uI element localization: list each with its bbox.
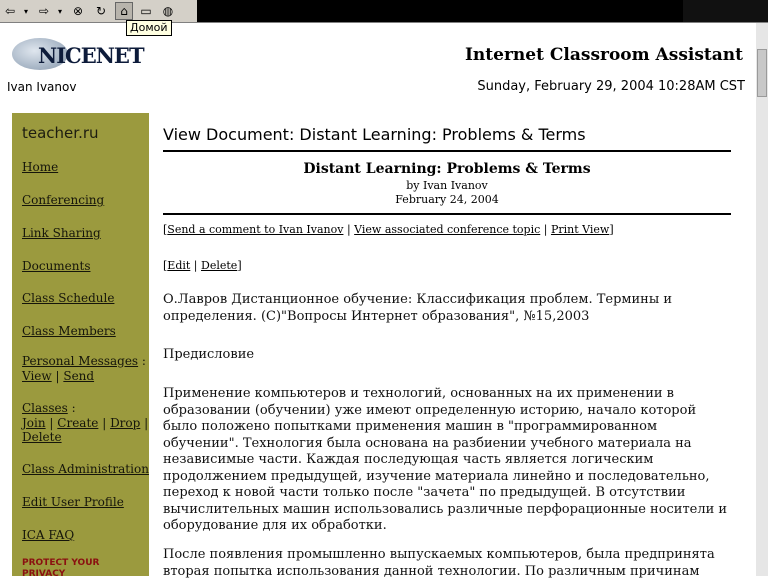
bracket: ]	[609, 223, 614, 236]
scrollbar-thumb[interactable]	[757, 49, 767, 97]
classes-actions	[22, 416, 148, 430]
bracket: ]	[237, 259, 242, 272]
document-section-heading: Предисловие	[163, 347, 255, 362]
sidebar-link-conferencing[interactable]: Conferencing	[22, 193, 105, 207]
document-actions	[163, 223, 614, 236]
document-paragraph: Применение компьютеров и технологий, основанных на их применении в образовании (обучении) уже имеют определенную историю, начало которой было положено попытками применения машин в "программированном обучении". Технология была основана на разбиении учебного материала на независимые части. Каждая последующая часть является логическим продолжением предыдущей, изучение материала линейно и последовательно, переход к новой части только после "зачета" по предыдущей. В отсутствии вычислительных машин использовались различные перфорационные носители и оборудование для их обработки.	[163, 386, 728, 533]
personal-messages-row	[22, 354, 146, 368]
divider	[163, 150, 731, 152]
document-paragraph: О.Лавров Дистанционное обучение: Классификация проблем. Термины и определения. (С)"Вопросы Интернет образования", №15,2003	[163, 292, 672, 324]
document-author: by Ivan Ivanov	[406, 179, 488, 192]
protect-privacy-link[interactable]	[22, 558, 99, 580]
refresh-icon[interactable]: ↻	[95, 4, 107, 18]
sidebar-link-delete-class[interactable]: Delete	[22, 430, 62, 444]
separator: |	[98, 416, 111, 430]
home-icon[interactable]: ⌂	[116, 3, 132, 19]
folder-icon[interactable]: ▭	[140, 4, 152, 18]
sidebar-link-documents[interactable]: Documents	[22, 259, 91, 273]
print-view-link[interactable]: Print View	[550, 223, 610, 236]
browser-toolbar	[0, 0, 768, 23]
document-date: February 24, 2004	[395, 193, 499, 206]
user-name: Ivan Ivanov	[7, 80, 77, 94]
current-datetime: Sunday, February 29, 2004 10:28AM CST	[477, 79, 745, 94]
classes-suffix: :	[67, 401, 76, 415]
sidebar-link-class-administration[interactable]: Class Administration	[22, 462, 149, 476]
separator: |	[45, 416, 58, 430]
separator: |	[540, 223, 551, 236]
logo-text: NICENET	[38, 43, 144, 68]
nicenet-logo[interactable]	[8, 38, 144, 72]
sidebar-link-create[interactable]: Create	[57, 416, 99, 430]
sidebar-link-personal-messages[interactable]: Personal Messages	[22, 354, 139, 368]
separator: |	[51, 369, 64, 383]
sidebar-link-ica-faq[interactable]: ICA FAQ	[22, 528, 75, 542]
site-name: teacher.ru	[22, 124, 99, 142]
divider	[163, 213, 731, 215]
sidebar-link-home[interactable]: Home	[22, 160, 59, 174]
app-title: Internet Classroom Assistant	[464, 45, 743, 65]
protect-privacy-line-1: PROTECT YOUR	[22, 558, 100, 568]
bracket: [	[163, 259, 168, 272]
document-title: Distant Learning: Problems & Terms	[303, 161, 591, 177]
toolbar-right-area	[683, 0, 768, 22]
page-title: View Document: Distant Learning: Problems & Terms	[163, 125, 586, 144]
forward-dropdown-icon[interactable]: ▾	[57, 6, 62, 16]
view-conference-topic-link[interactable]: View associated conference topic	[354, 223, 541, 236]
globe-icon[interactable]: ◍	[162, 4, 174, 18]
separator: |	[140, 416, 149, 430]
classes-row	[22, 401, 76, 415]
sidebar-link-classes[interactable]: Classes	[22, 401, 68, 415]
home-tooltip: Домой	[126, 20, 172, 36]
document-paragraph: После появления промышленно выпускаемых компьютеров, была предпринята вторая попытка использования данной технологии. По различным причинам	[163, 547, 715, 579]
sidebar-link-view[interactable]: View	[22, 369, 52, 383]
sidebar-link-class-schedule[interactable]: Class Schedule	[22, 291, 115, 305]
send-comment-link[interactable]: Send a comment to Ivan Ivanov	[167, 223, 344, 236]
separator: |	[190, 259, 202, 272]
sidebar-link-class-members[interactable]: Class Members	[22, 324, 116, 338]
toolbar-dark-area	[197, 0, 683, 22]
sidebar-link-send[interactable]: Send	[63, 369, 95, 383]
protect-privacy-line-2: PRIVACY	[22, 569, 66, 579]
sidebar-link-edit-user-profile[interactable]: Edit User Profile	[22, 495, 124, 509]
stop-icon[interactable]: ⊗	[72, 4, 84, 18]
sidebar-link-link-sharing[interactable]: Link Sharing	[22, 226, 101, 240]
sidebar-link-join[interactable]: Join	[22, 416, 46, 430]
edit-actions	[163, 259, 242, 272]
pm-suffix: :	[138, 354, 146, 368]
delete-link[interactable]: Delete	[201, 259, 238, 272]
separator: |	[343, 223, 355, 236]
vertical-scrollbar[interactable]	[756, 23, 768, 576]
edit-link[interactable]: Edit	[167, 259, 191, 272]
forward-icon[interactable]: ⇨	[38, 4, 50, 18]
bracket: [	[163, 223, 168, 236]
personal-messages-actions	[22, 369, 94, 383]
back-dropdown-icon[interactable]: ▾	[23, 6, 28, 16]
back-icon[interactable]: ⇦	[4, 4, 16, 18]
sidebar-link-drop[interactable]: Drop	[110, 416, 141, 430]
sidebar	[12, 113, 149, 579]
